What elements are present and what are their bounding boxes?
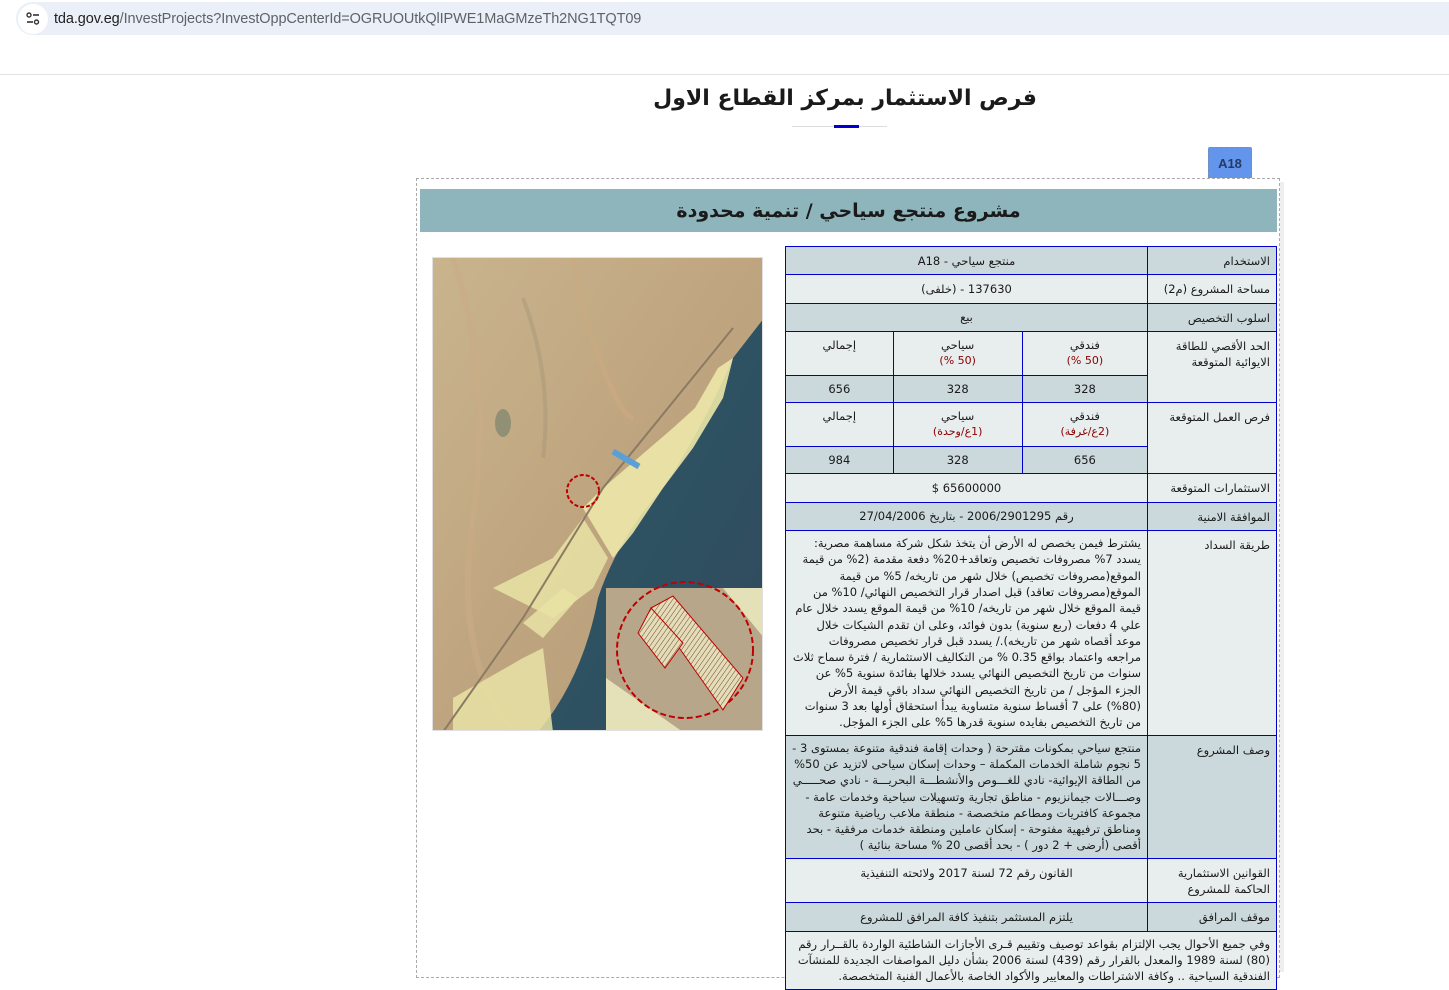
table-row-description: [786, 735, 1277, 858]
jobs-col-tourist-note: (1ع/وحدة): [932, 425, 983, 439]
allocation-label: اسلوب التخصيص: [1148, 303, 1277, 331]
jobs-col-total-name: إجمالي: [822, 409, 857, 424]
table-row-allocation: [786, 303, 1277, 331]
capacity-col-hotel: [1022, 331, 1147, 375]
payment-label: طريقة السداد: [1148, 531, 1277, 736]
site-info-tune-icon[interactable]: [18, 4, 48, 34]
table-row-capacity-header: [786, 331, 1277, 375]
area-value: 137630 - (خلفى): [786, 275, 1148, 303]
investment-value: 65600000 $: [786, 474, 1148, 502]
capacity-col-tourist: [893, 331, 1022, 375]
page-title: فرص الاستثمار بمركز القطاع الاول: [653, 86, 1037, 111]
jobs-hotel-value: 656: [1022, 447, 1147, 474]
jobs-col-hotel: [1022, 403, 1147, 447]
table-row-utilities: [786, 903, 1277, 931]
security-value: رقم 2006/2901295 - بتاريخ 27/04/2006: [786, 502, 1148, 530]
investment-label: الاستثمارات المتوقعة: [1148, 474, 1277, 502]
allocation-value: بيع: [786, 303, 1148, 331]
capacity-col-total: [786, 331, 894, 375]
payment-value: يشترط فيمن يخصص له الأرض أن يتخذ شكل شركة مساهمة مصرية: يسدد 7% مصروفات تخصيص وتعاقد+20% دفعة مقدمة (2% من قيمة الموقع(مصروفات تخصيص) خلال شهر من تاريخه/ 5% من قيمة الموقع(مصروفات تعاقد) قبل اصدار قرار التخصيص النهائي/ 10% من قيمة الموقع خلال شهر من تاريخه/ 10% من قيمة الموقع يسدد خلال عام علي 4 دفعات (ربع سنوية) بدون فوائد، وعلى ان تقدم الشيكات خلال موعد أقصاه شهر من تاريخه)./ يسدد قبل قرار تخصيص مصروفات مراجعه واعتماد بواقع 0.35 % من التكاليف الاستثمارية / فترة سماح ثلاث سنوات من تاريخ التخصيص النهائي يسدد خلالها بفائدة سنوية 5% عن الجزء المؤجل / من تاريخ التخصيص النهائي سداد باقي قيمة الأرض (80%) على 7 أقساط سنوية متساوية يبدأ استحقاق أولها بعد 3 سنوات من تاريخ التخصيص بفايده سنوية قدرها 5% على الجزء المؤجل.: [786, 531, 1148, 736]
capacity-total-value: 656: [786, 375, 894, 402]
table-row-investment: [786, 474, 1277, 502]
capacity-col-tourist-note: (50 %): [939, 354, 976, 368]
area-label: مساحة المشروع (م2): [1148, 275, 1277, 303]
table-row-jobs-header: [786, 403, 1277, 447]
utilities-value: يلتزم المستثمر بتنفيذ كافة المرافق للمشروع: [786, 903, 1148, 931]
project-details-table: [785, 246, 1277, 990]
description-value: منتجع سياحي بمكونات مقترحة ( وحدات إقامة فندقية متنوعة بمستوى 3 - 5 نجوم شاملة الخدمات المكملة – وحدات إسكان سياحى لاتزيد عن 50% من الطاقة الإيوائية- نادي للغـــوص والأنشطـــة البحريـــة - نادي صحـــــي وصـــالات جيمانزيوم - مناطق تجارية وتسهيلات سياحية وخدمات عامة - مجموعة كافتريات ومطاعم متخصصة - منطقة ملاعب رياضية متنوعة ومناطق ترفيهية مفتوحة - إسكان عاملين ومنطقة خدمات مرفقية - بحد أقصى (أرضى + 2 دور ) - بحد أقصى 20 % مساحة بنائية ): [786, 735, 1148, 858]
table-row-note: [786, 931, 1277, 989]
compliance-note: وفي جميع الأحوال يجب الإلتزام بقواعد توصيف وتقييم قـرى الأجازات الشاطئية الواردة بالقــرار رقم (80) لسنة 1989 والمعدل بالقرار رقم (439) لسنة 2006 بشأن دليل المواصفات الجديدة للمنشآت الفندقية السياحية .. وكافة الاشتراطات والمعايير والأكواد الخاصة بالأعمال الفنية المتخصصة.: [786, 931, 1277, 989]
jobs-col-tourist: [893, 403, 1022, 447]
jobs-col-hotel-note: (2ع/غرفة): [1060, 425, 1110, 439]
jobs-col-hotel-name: فندقي: [1069, 409, 1100, 424]
table-row-area: [786, 275, 1277, 303]
capacity-col-tourist-name: سياحي: [941, 337, 975, 352]
table-row-payment: [786, 531, 1277, 736]
card-shadow: [1280, 182, 1284, 972]
url-path: /InvestProjects?InvestOppCenterId=OGRUOUtkQlIPWE1MaGMzeTh2NG1TQT09: [119, 10, 642, 27]
capacity-col-hotel-note: (50 %): [1066, 354, 1104, 368]
usage-value: منتجع سياحي - A18: [786, 247, 1148, 275]
utilities-label: موقف المرافق: [1148, 903, 1277, 931]
description-label: وصف المشروع: [1148, 735, 1277, 858]
jobs-tourist-value: 328: [893, 447, 1022, 474]
project-card: [416, 178, 1280, 984]
table-row-security: [786, 502, 1277, 530]
capacity-col-hotel-name: فندقي: [1069, 337, 1100, 352]
laws-label: القوانين الاستثمارية الحاكمة للمشروع: [1148, 858, 1277, 903]
capacity-hotel-value: 328: [1022, 375, 1147, 402]
capacity-label: الحد الأقصي للطاقة الايوائية المتوقعة: [1148, 331, 1277, 402]
jobs-total-value: 984: [786, 447, 894, 474]
table-row-usage: [786, 247, 1277, 275]
address-bar[interactable]: [16, 2, 1449, 35]
project-tag-tab[interactable]: A18: [1208, 147, 1252, 178]
table-row-laws: [786, 858, 1277, 903]
capacity-col-total-name: إجمالي: [822, 337, 857, 352]
header-divider: [0, 74, 1449, 75]
jobs-col-tourist-name: سياحي: [941, 409, 975, 424]
jobs-label: فرص العمل المتوقعة: [1148, 403, 1277, 474]
usage-label: الاستخدام: [1148, 247, 1277, 275]
url-text[interactable]: [54, 11, 641, 27]
security-label: الموافقة الامنية: [1148, 502, 1277, 530]
laws-value: القانون رقم 72 لسنة 2017 ولائحته التنفيذية: [786, 858, 1148, 903]
capacity-tourist-value: 328: [893, 375, 1022, 402]
url-host: tda.gov.eg: [54, 10, 120, 27]
project-map-image[interactable]: [432, 257, 763, 731]
project-header: مشروع منتجع سياحي / تنمية محدودة: [420, 189, 1277, 232]
jobs-col-total: [786, 403, 894, 447]
title-underline-accent: [834, 125, 859, 128]
